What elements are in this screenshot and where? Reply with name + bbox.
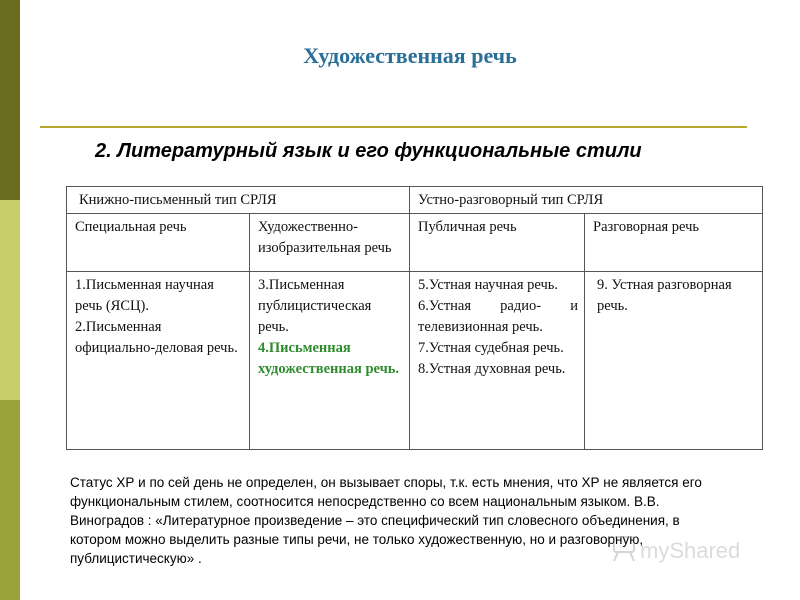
category-public: Публичная речь — [410, 214, 585, 272]
section-subtitle: 2. Литературный язык и его функциональные стили — [95, 140, 642, 162]
category-special: Специальная речь — [67, 214, 250, 272]
list-item: 9. Устная разговорная речь. — [597, 277, 732, 314]
styles-table — [66, 186, 763, 450]
divider-line — [40, 126, 747, 128]
category-artistic: Художественно-изобразительная речь — [250, 214, 410, 272]
list-item: 6.Устная радио- и телевизионная речь. — [418, 298, 578, 335]
cell-public-items — [410, 272, 585, 450]
category-colloquial: Разговорная речь — [585, 214, 763, 272]
list-item: 5.Устная научная речь. — [418, 277, 559, 293]
cell-colloquial-items — [585, 272, 763, 450]
watermark-logo — [610, 533, 770, 569]
note-paragraph: Статус ХР и по сей день не определен, он вызывает споры, т.к. есть мнения, что ХР не является его функциональным стилем, соотносится непосредственно со всем национальным языком. В.В. Виноградов : «Литературное произведение – это специфический тип словесного объединения, в котором можно выделить разные типы речи, не только художественную, но и разговорную, публицистическую» . — [70, 475, 702, 566]
list-item: 3.Письменная публицистическая речь. — [258, 277, 372, 335]
highlighted-item: 4.Письменная художественная речь. — [258, 340, 400, 377]
list-item: 7.Устная судебная речь. — [418, 340, 564, 356]
presentation-board-icon — [614, 537, 634, 552]
header-oral-colloquial: Устно-разговорный тип СРЛЯ — [410, 187, 763, 214]
table-category-row — [67, 214, 763, 272]
list-item: 1.Письменная научная речь (ЯСЦ). — [75, 277, 214, 314]
decor-bar-top — [0, 0, 20, 200]
list-item: 8.Устная духовная речь. — [418, 361, 566, 377]
watermark-text: myShared — [640, 538, 741, 563]
decor-bar-middle — [0, 200, 20, 400]
decor-bar-bottom — [0, 400, 20, 600]
header-book-written: Книжно-письменный тип СРЛЯ — [67, 187, 410, 214]
list-item: 2.Письменная официально-деловая речь. — [75, 319, 238, 356]
cell-artistic-items — [250, 272, 410, 450]
table-header-row — [67, 187, 763, 214]
page-title: Художественная речь — [303, 43, 517, 68]
cell-special-items — [67, 272, 250, 450]
table-items-row — [67, 272, 763, 450]
